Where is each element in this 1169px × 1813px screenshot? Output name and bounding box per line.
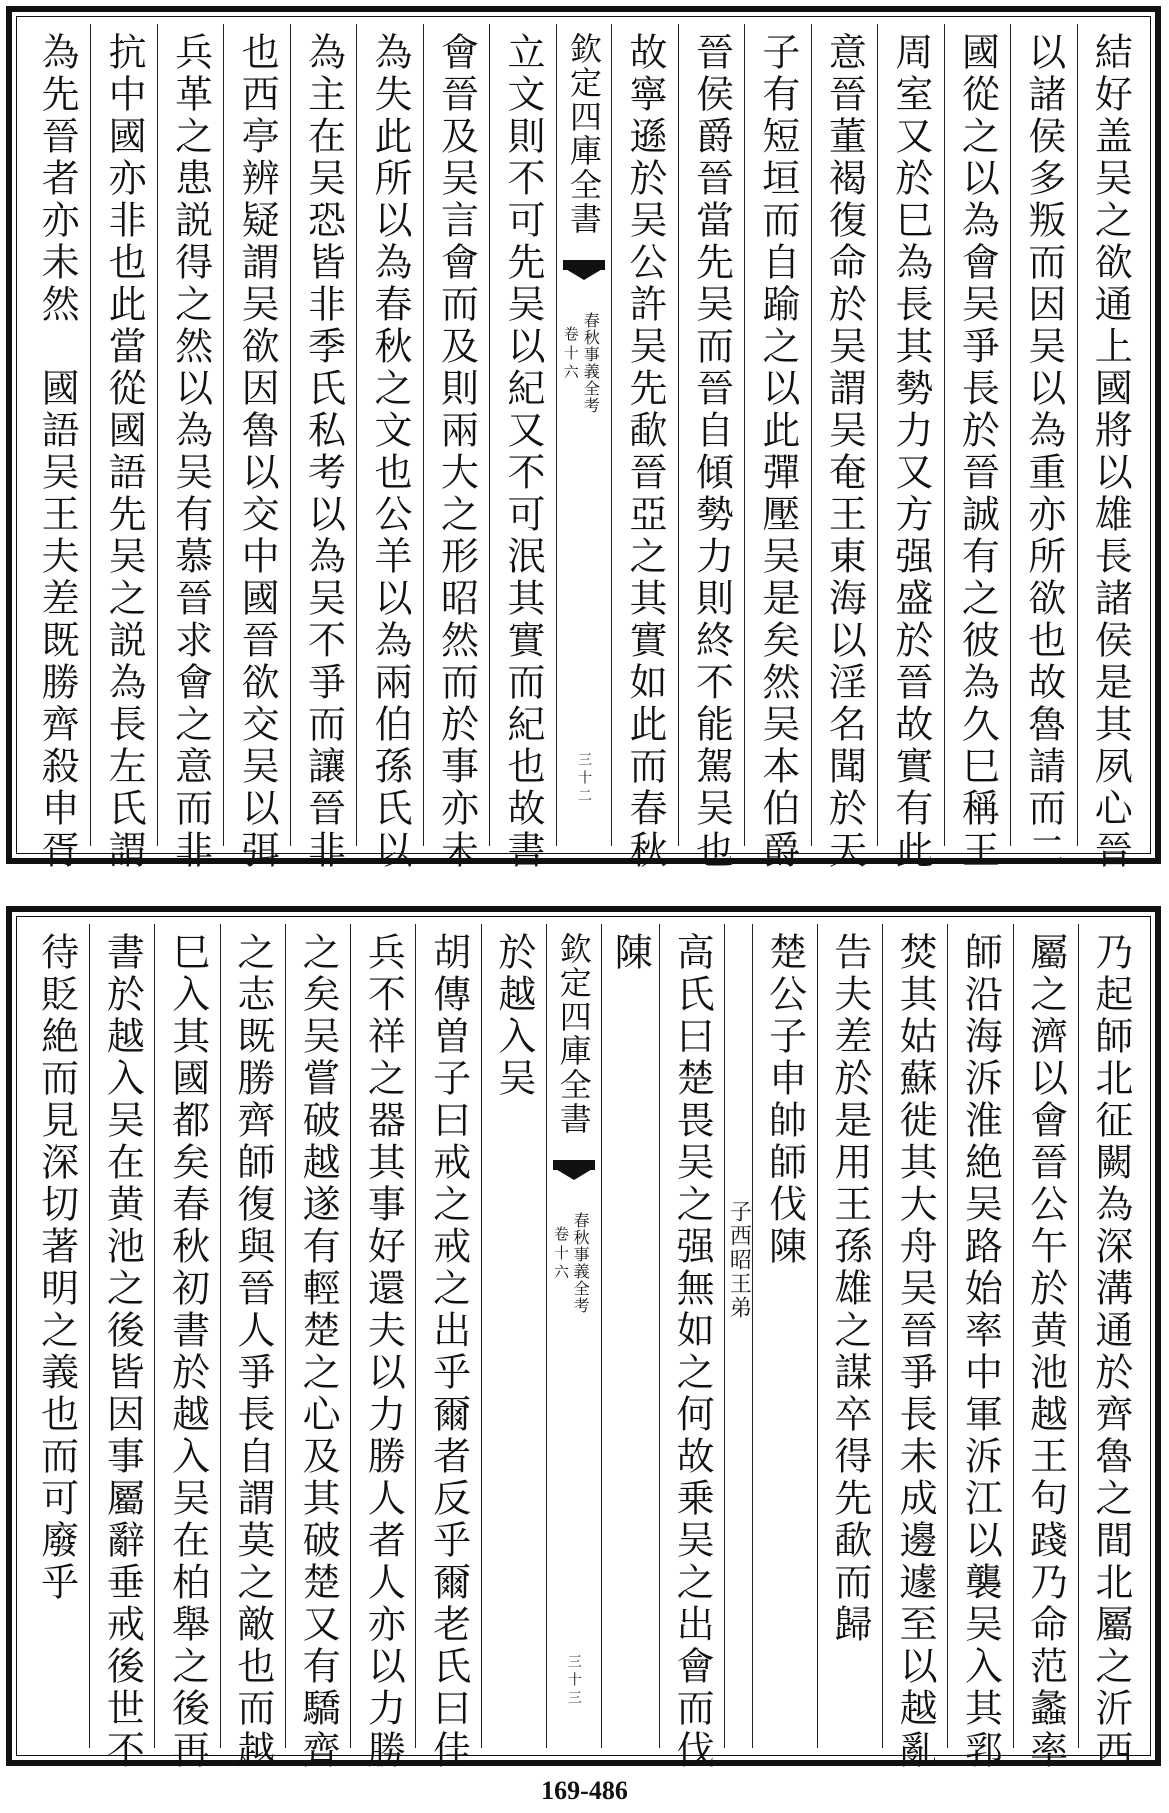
text-column [1010, 24, 1076, 872]
page-center-margin [546, 924, 601, 1748]
column-text: 故寧遜於吴公許吴先歃晉亞之其實如此而春秋 [622, 32, 667, 872]
fish-tail-ornament [563, 260, 606, 282]
text-column [89, 924, 154, 1772]
column-text: 於越入吴 [491, 932, 536, 1100]
column-text: 立文則不可先吴以紀又不可泯其實而紀也故書 [500, 32, 545, 872]
bottom-page [6, 906, 1161, 1772]
text-column [611, 24, 677, 872]
column-text: 乃起師北征闕為深溝通於齊魯之間北屬之沂西 [1088, 932, 1133, 1772]
column-text: 待貶絶而見深切著明之義也而可廢乎 [34, 932, 79, 1604]
text-column [811, 24, 877, 872]
text-column [678, 24, 744, 872]
column-text: 兵革之患説得之然以為吴有慕晉求會之意而非 [168, 32, 213, 872]
text-column [877, 24, 943, 872]
column-text: 之志既勝齊師復與晉人爭長自謂莫之敵也而越 [230, 932, 275, 1772]
text-column [290, 24, 356, 872]
text-column [350, 924, 415, 1772]
text-column [944, 24, 1010, 872]
text-column [223, 24, 289, 872]
folio-number: 三十三 [565, 1654, 582, 1708]
column-text: 意晉董褐復命於吴謂吴奄王東海以淫名聞於天 [822, 32, 867, 872]
column-text: 晉侯爵晉當先吴而晉自傾勢力則終不能駕吴也 [689, 32, 734, 872]
column-text: 國從之以為會吴爭長於晉誠有之彼為久巳稱王 [955, 32, 1000, 872]
text-column [481, 924, 546, 1748]
column-text: 會晉及吴言會而及則兩大之形昭然而於事亦未 [434, 32, 479, 872]
volume-label: 卷十六 [561, 326, 580, 383]
column-text: 胡傳曽子曰戒之戒之出乎爾者反乎爾老氏曰佳 [426, 932, 471, 1772]
entry-heading: 楚公子申帥師伐陳 [762, 932, 807, 1268]
text-column [817, 924, 882, 1748]
text-column [1013, 924, 1078, 1772]
column-text: 焚其姑蘇徙其大舟吴晉爭長未成邊遽至以越亂 [893, 932, 938, 1772]
book-title: 欽定四庫全書 [564, 32, 603, 236]
work-title: 春秋事義全考 [571, 1212, 591, 1314]
text-column [285, 924, 350, 1772]
text-column [220, 924, 285, 1772]
text-column [154, 924, 219, 1772]
text-column [601, 924, 659, 1748]
text-column [882, 924, 947, 1772]
column-text: 以諸侯多叛而因吴以為重亦所欲也故魯請而二 [1021, 32, 1066, 872]
column-text: 兵不祥之器其事好還夫以力勝人者人亦以力勝 [361, 932, 406, 1772]
text-column [659, 924, 724, 1772]
bottom-columns [24, 924, 1143, 1772]
column-text: 陳 [608, 932, 653, 974]
text-column [415, 924, 480, 1772]
text-column [157, 24, 223, 872]
heading-column [752, 924, 817, 1748]
column-text: 告夫差於是用王孫雄之謀卒得先歃而歸 [827, 932, 872, 1646]
column-text: 書於越入吴在黄池之後皆因事屬辭垂戒後世不 [100, 932, 145, 1772]
text-column [423, 24, 489, 872]
column-text: 抗中國亦非也此當從國語先吴之説為長左氏謂 [102, 32, 147, 872]
page-center-margin [556, 24, 612, 846]
text-column [24, 924, 89, 1748]
work-title: 春秋事義全考 [581, 312, 601, 414]
column-text: 周室又於巳為長其勢力又方强盛於晉故實有此 [888, 32, 933, 872]
column-text: 師沿海泝淮絶吴路始率中軍泝江以襲吴入其郛 [958, 932, 1003, 1772]
column-text: 為失此所以為春秋之文也公羊以為兩伯孫氏以 [368, 32, 413, 872]
fish-tail-ornament [553, 1160, 595, 1182]
volume-label: 卷十六 [551, 1226, 570, 1283]
page-reference: 169-486 [541, 1776, 628, 1805]
column-text: 也西亭辨疑謂吴欲因魯以交中國晉欲交吴以弭 [235, 32, 280, 872]
column-text: 為主在吴恐皆非季氏私考以為吴不爭而讓晉非 [301, 32, 346, 872]
book-title: 欽定四庫全書 [554, 932, 593, 1136]
text-column [744, 24, 810, 872]
note-column [724, 924, 751, 1748]
text-column [24, 24, 90, 872]
text-column [1077, 24, 1143, 872]
text-column [947, 924, 1012, 1772]
column-text: 結好盖吴之欲通上國將以雄長諸侯是其夙心晉 [1088, 32, 1133, 872]
column-text: 之矣吴嘗破越遂有輕楚之心及其破楚又有驕齊 [296, 932, 341, 1772]
text-column [90, 24, 156, 872]
column-text: 巳入其國都矣春秋初書於越入吴在柏舉之後再 [165, 932, 210, 1772]
annotation-note: 子西昭王弟 [726, 1200, 752, 1320]
column-text: 屬之濟以會晉公午於黄池越王句踐乃命范蠡率 [1023, 932, 1068, 1772]
top-page [6, 6, 1161, 872]
column-text: 高氏曰楚畏吴之强無如之何故乗吴之出會而伐 [670, 932, 715, 1772]
top-columns [24, 24, 1143, 872]
column-text: 子有短垣而自踰之以此彈壓吴是矣然吴本伯爵 [755, 32, 800, 872]
folio-number: 三十二 [575, 752, 592, 806]
column-text: 為先晉者亦未然 國語吴王夫差既勝齊殺申胥 [35, 32, 80, 872]
text-column [489, 24, 555, 872]
text-column [1078, 924, 1143, 1772]
text-column [356, 24, 422, 872]
